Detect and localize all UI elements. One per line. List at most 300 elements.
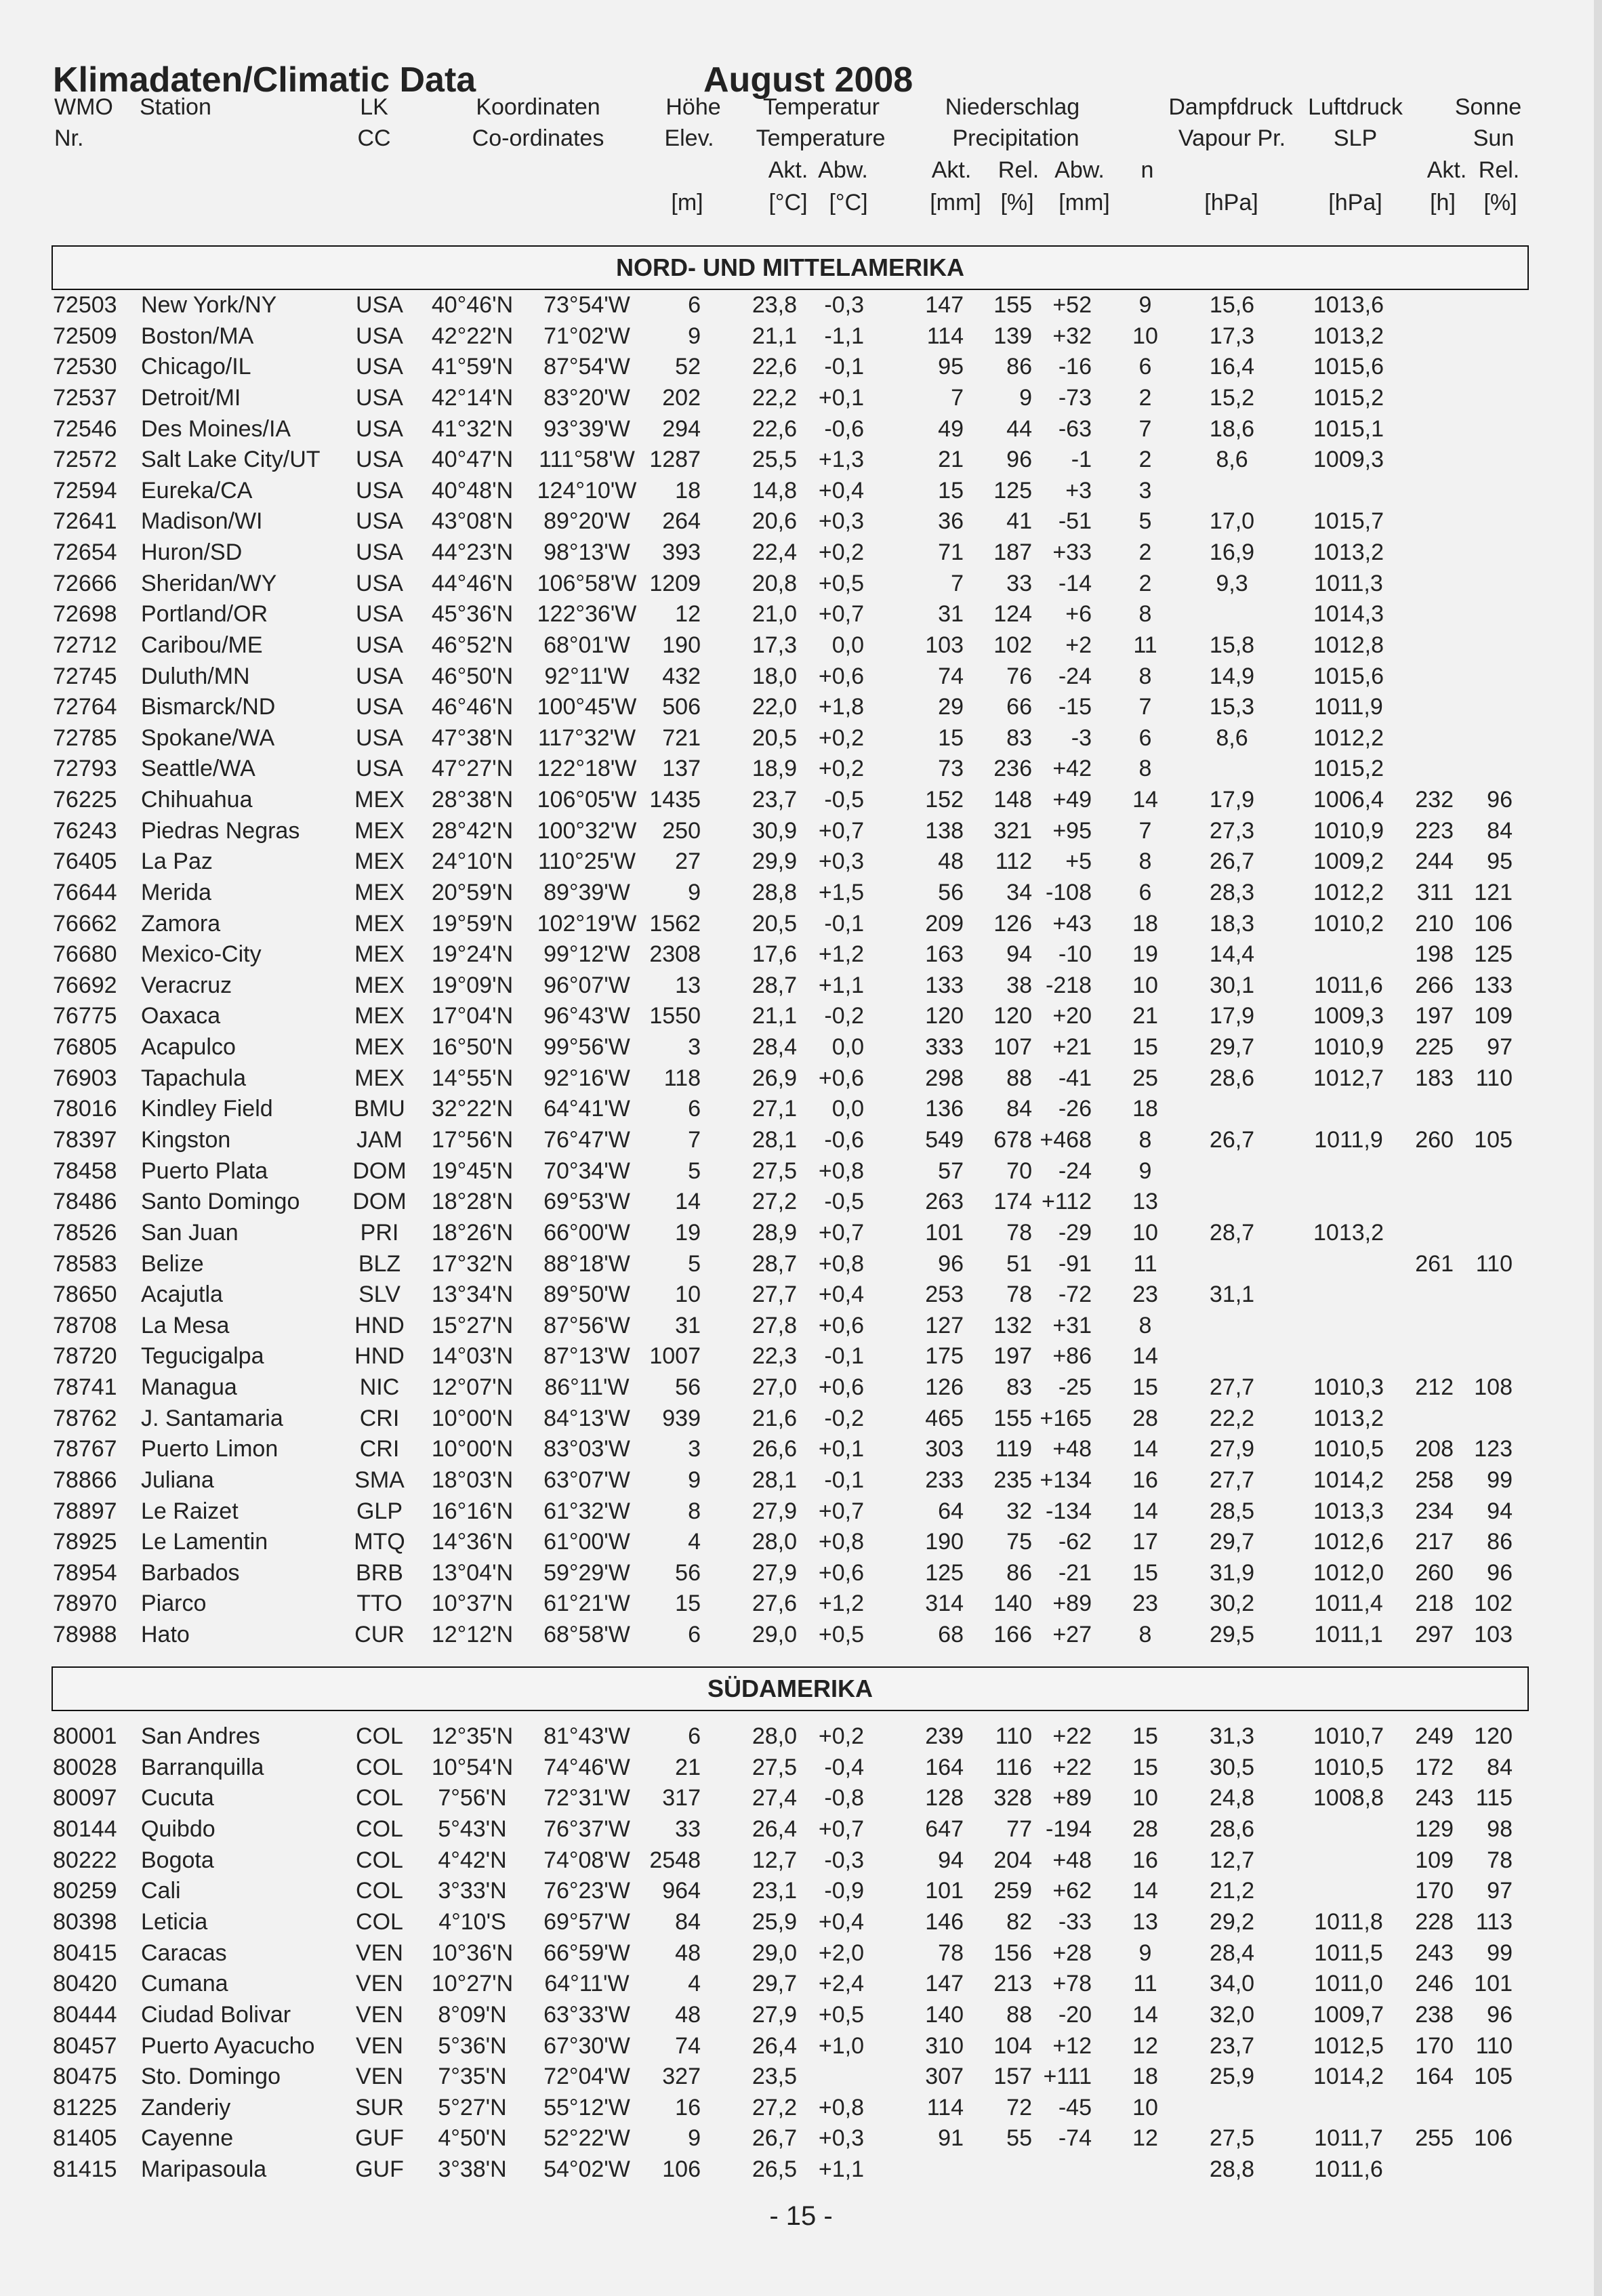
precipitation-days-cell: 14 [1132,1436,1158,1462]
station-name-cell: Mexico-City [141,941,262,967]
precipitation-relative-cell: 139 [993,323,1032,349]
country-code-cell: MEX [354,848,405,874]
wmo-number-cell: 72793 [53,756,117,781]
sea-level-pressure-cell: 1010,3 [1313,1374,1384,1400]
temperature-actual-cell: 28,7 [752,1251,797,1277]
temperature-deviation-cell: +0,6 [818,1065,864,1091]
vapour-pressure-cell: 27,7 [1209,1467,1255,1493]
temperature-actual-cell: 22,4 [752,539,797,565]
temperature-deviation-cell: +0,1 [818,385,864,411]
precipitation-relative-cell: 126 [993,911,1032,937]
temperature-actual-cell: 23,8 [752,292,797,318]
temperature-deviation-cell: +0,6 [818,1560,864,1586]
table-row [0,599,1602,630]
wmo-number-cell: 72641 [53,508,117,534]
longitude-cell: 110°25'W [537,848,636,874]
temperature-deviation-cell: -0,4 [824,1755,864,1780]
longitude-cell: 76°23'W [543,1878,630,1904]
elevation-cell: 1007 [649,1343,701,1369]
station-name-cell: La Mesa [141,1313,230,1338]
longitude-cell: 59°29'W [543,1560,630,1586]
table-row [0,1783,1602,1813]
precipitation-deviation-cell: -25 [1058,1374,1092,1400]
sunshine-actual-cell: 311 [1416,880,1454,905]
precipitation-days-cell: 15 [1132,1755,1158,1780]
wmo-number-cell: 80222 [53,1847,117,1873]
wmo-number-cell: 76662 [53,911,117,937]
station-name-cell: Tapachula [141,1065,247,1091]
latitude-cell: 44°46'N [431,571,514,596]
country-code-cell: USA [356,385,403,411]
country-code-cell: BLZ [358,1251,401,1277]
table-row [0,1341,1602,1372]
wmo-number-cell: 80444 [53,2002,117,2028]
precipitation-actual-cell: 114 [926,2095,964,2120]
precipitation-actual-cell: 49 [938,416,964,442]
precipitation-relative-cell: 84 [1006,1096,1032,1122]
precipitation-relative-cell: 78 [1006,1282,1032,1307]
sea-level-pressure-cell: 1015,6 [1313,663,1384,689]
temperature-deviation-cell: -0,3 [824,1847,864,1873]
precipitation-relative-cell: 155 [993,292,1032,318]
station-name-cell: Zanderiy [141,2095,231,2120]
precipitation-days-cell: 6 [1138,880,1152,905]
elevation-cell: 5 [688,1251,701,1277]
precipitation-days-cell: 28 [1132,1816,1158,1842]
longitude-cell: 73°54'W [543,292,630,318]
elevation-cell: 56 [675,1560,701,1586]
vapour-pressure-cell: 29,2 [1209,1909,1255,1935]
table-row [0,1063,1602,1094]
elevation-cell: 6 [688,292,701,318]
sunshine-actual-cell: 218 [1415,1591,1454,1616]
country-code-cell: USA [356,694,403,720]
period-title: August 2008 [703,60,913,100]
precipitation-relative-cell: 70 [1006,1158,1032,1184]
vapour-pressure-cell: 15,8 [1209,632,1255,658]
wmo-number-cell: 80457 [53,2033,117,2059]
vapour-pressure-cell: 31,9 [1209,1560,1255,1586]
sea-level-pressure-cell: 1011,6 [1314,2156,1383,2182]
wmo-number-cell: 72546 [53,416,117,442]
station-name-cell: San Andres [141,1723,260,1749]
table-row [0,846,1602,877]
column-header-hoehe-unit: [m] [671,190,703,216]
station-name-cell: Cumana [141,1971,228,1996]
wmo-number-cell: 76644 [53,880,117,905]
station-name-cell: J. Santamaria [141,1406,283,1431]
sea-level-pressure-cell: 1015,6 [1313,354,1384,380]
latitude-cell: 3°38'N [438,2156,507,2182]
wmo-number-cell: 72654 [53,539,117,565]
precipitation-days-cell: 8 [1138,601,1152,627]
sunshine-relative-cell: 110 [1475,2033,1513,2059]
station-name-cell: Eureka/CA [141,478,253,504]
temperature-deviation-cell: 0,0 [831,1034,864,1060]
longitude-cell: 122°36'W [537,601,637,627]
elevation-cell: 31 [675,1313,701,1338]
precipitation-actual-cell: 91 [938,2125,964,2151]
temperature-actual-cell: 22,3 [752,1343,797,1369]
country-code-cell: TTO [356,1591,403,1616]
sunshine-relative-cell: 84 [1487,818,1513,844]
precipitation-relative-cell: 83 [1006,1374,1032,1400]
precipitation-days-cell: 2 [1138,385,1152,411]
temperature-deviation-cell: +0,7 [818,1498,864,1524]
longitude-cell: 68°58'W [543,1622,630,1647]
column-header-vap-unit: [hPa] [1204,190,1258,216]
precipitation-days-cell: 19 [1132,941,1158,967]
elevation-cell: 3 [688,1034,701,1060]
station-name-cell: Quibdo [141,1816,215,1842]
sunshine-actual-cell: 234 [1415,1498,1454,1524]
temperature-actual-cell: 28,7 [752,972,797,998]
precipitation-days-cell: 10 [1132,1785,1158,1811]
sunshine-actual-cell: 260 [1415,1127,1454,1153]
temperature-actual-cell: 26,5 [752,2156,797,2182]
latitude-cell: 5°27'N [438,2095,507,2120]
precipitation-days-cell: 7 [1138,818,1152,844]
station-name-cell: New York/NY [141,292,277,318]
country-code-cell: COL [356,1847,403,1873]
sea-level-pressure-cell: 1010,9 [1313,818,1384,844]
precipitation-days-cell: 2 [1138,539,1152,565]
longitude-cell: 89°50'W [543,1282,630,1307]
precipitation-actual-cell: 57 [938,1158,964,1184]
vapour-pressure-cell: 15,3 [1209,694,1255,720]
precipitation-relative-cell: 119 [995,1436,1032,1462]
elevation-cell: 294 [662,416,701,442]
wmo-number-cell: 78708 [53,1313,117,1338]
precipitation-days-cell: 8 [1138,756,1152,781]
table-row [0,1372,1602,1403]
station-name-cell: Zamora [141,911,221,937]
precipitation-actual-cell: 7 [951,385,964,411]
country-code-cell: SLV [358,1282,400,1307]
temperature-deviation-cell: +0,1 [818,1436,864,1462]
wmo-number-cell: 80259 [53,1878,117,1904]
precipitation-deviation-cell: -194 [1045,1816,1092,1842]
elevation-cell: 432 [662,663,701,689]
station-name-cell: Tegucigalpa [141,1343,264,1369]
column-header-sun1: Sonne [1454,94,1522,120]
elevation-cell: 1287 [649,447,701,472]
precipitation-deviation-cell: +468 [1040,1127,1092,1153]
station-name-cell: Madison/WI [141,508,263,534]
sunshine-relative-cell: 133 [1474,972,1513,998]
vapour-pressure-cell: 28,8 [1209,2156,1255,2182]
wmo-number-cell: 76680 [53,941,117,967]
latitude-cell: 42°22'N [431,323,514,349]
elevation-cell: 264 [662,508,701,534]
precipitation-days-cell: 3 [1138,478,1152,504]
country-code-cell: USA [356,447,403,472]
latitude-cell: 40°48'N [431,478,514,504]
table-row [0,1279,1602,1310]
precipitation-deviation-cell: +3 [1065,478,1092,504]
precipitation-relative-cell: 197 [993,1343,1032,1369]
precipitation-actual-cell: 209 [925,911,964,937]
precipitation-deviation-cell: +27 [1052,1622,1092,1647]
temperature-actual-cell: 27,8 [752,1313,797,1338]
wmo-number-cell: 76903 [53,1065,117,1091]
temperature-actual-cell: 21,6 [752,1406,797,1431]
station-name-cell: Kindley Field [141,1096,273,1122]
country-code-cell: COL [356,1816,403,1842]
country-code-cell: USA [356,663,403,689]
elevation-cell: 56 [675,1374,701,1400]
longitude-cell: 87°54'W [543,354,630,380]
longitude-cell: 76°37'W [543,1816,630,1842]
sea-level-pressure-cell: 1010,9 [1313,1034,1384,1060]
precipitation-actual-cell: 101 [925,1220,964,1246]
vapour-pressure-cell: 14,4 [1209,941,1255,967]
latitude-cell: 46°52'N [431,632,514,658]
precipitation-deviation-cell: +95 [1052,818,1092,844]
temperature-actual-cell: 21,1 [752,323,797,349]
temperature-deviation-cell: +0,6 [818,663,864,689]
vapour-pressure-cell: 17,9 [1209,1003,1255,1029]
column-header-prec-abw: Abw. [1054,157,1105,183]
sunshine-actual-cell: 244 [1415,848,1454,874]
precipitation-actual-cell: 239 [925,1723,964,1749]
temperature-deviation-cell: -0,2 [824,1406,864,1431]
temperature-deviation-cell: -0,5 [824,1189,864,1214]
sunshine-relative-cell: 110 [1475,1251,1513,1277]
precipitation-relative-cell: 107 [993,1034,1032,1060]
elevation-cell: 137 [662,756,701,781]
temperature-deviation-cell: +0,2 [818,756,864,781]
precipitation-relative-cell: 155 [993,1406,1032,1431]
precipitation-actual-cell: 15 [938,725,964,751]
elevation-cell: 15 [675,1591,701,1616]
vapour-pressure-cell: 26,7 [1209,848,1255,874]
vapour-pressure-cell: 12,7 [1209,1847,1255,1873]
table-row [0,909,1602,939]
elevation-cell: 6 [688,1723,701,1749]
temperature-actual-cell: 27,9 [752,2002,797,2028]
wmo-number-cell: 78526 [53,1220,117,1246]
precipitation-actual-cell: 29 [938,694,964,720]
precipitation-relative-cell: 156 [993,1940,1032,1966]
country-code-cell: MEX [354,787,405,813]
precipitation-days-cell: 18 [1132,911,1158,937]
temperature-actual-cell: 27,1 [752,1096,797,1122]
country-code-cell: VEN [356,1940,403,1966]
table-row [0,1588,1602,1619]
precipitation-actual-cell: 120 [925,1003,964,1029]
precipitation-days-cell: 2 [1138,571,1152,596]
temperature-deviation-cell: +1,1 [818,972,864,998]
column-header-coord1: Koordinaten [476,94,600,120]
sunshine-relative-cell: 105 [1474,1127,1513,1153]
wmo-number-cell: 76405 [53,848,117,874]
elevation-cell: 5 [688,1158,701,1184]
sea-level-pressure-cell: 1010,2 [1313,911,1384,937]
wmo-number-cell: 72785 [53,725,117,751]
station-name-cell: Boston/MA [141,323,254,349]
precipitation-days-cell: 11 [1133,1251,1157,1277]
latitude-cell: 12°07'N [431,1374,514,1400]
elevation-cell: 1435 [649,787,701,813]
vapour-pressure-cell: 15,6 [1209,292,1255,318]
temperature-deviation-cell: -0,6 [824,1127,864,1153]
latitude-cell: 17°32'N [431,1251,514,1277]
precipitation-actual-cell: 298 [925,1065,964,1091]
wmo-number-cell: 76243 [53,818,117,844]
table-row [0,1496,1602,1527]
table-row [0,2062,1602,2092]
station-name-cell: Acapulco [141,1034,236,1060]
precipitation-deviation-cell: -15 [1058,694,1092,720]
temperature-actual-cell: 28,0 [752,1723,797,1749]
sea-level-pressure-cell: 1012,7 [1313,1065,1384,1091]
section-title: NORD- UND MITTELAMERIKA [616,253,964,281]
precipitation-relative-cell: 66 [1006,694,1032,720]
precipitation-relative-cell: 51 [1006,1251,1032,1277]
wmo-number-cell: 72537 [53,385,117,411]
precipitation-deviation-cell: -10 [1058,941,1092,967]
wmo-number-cell: 78762 [53,1406,117,1431]
wmo-number-cell: 81405 [53,2125,117,2151]
wmo-number-cell: 76692 [53,972,117,998]
precipitation-relative-cell: 140 [993,1591,1032,1616]
temperature-actual-cell: 28,0 [752,1529,797,1555]
precipitation-relative-cell: 132 [993,1313,1032,1338]
table-row [0,1721,1602,1752]
precipitation-days-cell: 6 [1138,725,1152,751]
precipitation-relative-cell: 9 [1019,385,1032,411]
sea-level-pressure-cell: 1011,9 [1314,1127,1383,1153]
country-code-cell: MEX [354,818,405,844]
temperature-actual-cell: 26,4 [752,1816,797,1842]
country-code-cell: HND [354,1313,405,1338]
country-code-cell: MEX [354,1003,405,1029]
precipitation-deviation-cell: +22 [1052,1755,1092,1780]
longitude-cell: 71°02'W [543,323,630,349]
sunshine-relative-cell: 121 [1474,880,1513,905]
sunshine-actual-cell: 225 [1415,1034,1454,1060]
longitude-cell: 102°19'W [537,911,637,937]
vapour-pressure-cell: 28,6 [1209,1816,1255,1842]
country-code-cell: USA [356,508,403,534]
elevation-cell: 48 [675,2002,701,2028]
temperature-actual-cell: 27,6 [752,1591,797,1616]
country-code-cell: DOM [352,1158,407,1184]
column-header-lk2: CC [357,125,391,151]
precipitation-relative-cell: 38 [1006,972,1032,998]
country-code-cell: HND [354,1343,405,1369]
precipitation-relative-cell: 75 [1006,1529,1032,1555]
table-row [0,1032,1602,1063]
precipitation-deviation-cell: +42 [1052,756,1092,781]
sunshine-actual-cell: 266 [1415,972,1454,998]
country-code-cell: MEX [354,972,405,998]
precipitation-relative-cell: 157 [993,2064,1032,2089]
column-header-prec-u2: [%] [1000,190,1034,216]
precipitation-deviation-cell: +6 [1065,601,1092,627]
longitude-cell: 111°58'W [539,447,635,472]
temperature-actual-cell: 27,5 [752,1158,797,1184]
station-name-cell: Kingston [141,1127,231,1153]
latitude-cell: 10°37'N [431,1591,514,1616]
sunshine-relative-cell: 103 [1474,1622,1513,1647]
country-code-cell: VEN [356,1971,403,1996]
column-header-station: Station [140,94,211,120]
sea-level-pressure-cell: 1010,5 [1313,1755,1384,1780]
station-name-cell: Chihuahua [141,787,253,813]
column-header-prec-n: n [1141,157,1154,183]
country-code-cell: NIC [359,1374,400,1400]
elevation-cell: 2548 [649,1847,701,1873]
wmo-number-cell: 78897 [53,1498,117,1524]
sunshine-relative-cell: 101 [1474,1971,1513,1996]
precipitation-actual-cell: 56 [938,880,964,905]
precipitation-deviation-cell: +86 [1052,1343,1092,1369]
precipitation-relative-cell: 94 [1006,941,1032,967]
column-header-vap2: Vapour Pr. [1178,125,1286,151]
elevation-cell: 6 [688,1622,701,1647]
temperature-deviation-cell: +0,7 [818,1220,864,1246]
country-code-cell: USA [356,292,403,318]
wmo-number-cell: 78016 [53,1096,117,1122]
longitude-cell: 96°43'W [543,1003,630,1029]
sea-level-pressure-cell: 1009,3 [1313,447,1384,472]
page-number: - 15 - [769,2201,833,2231]
sunshine-relative-cell: 99 [1487,1940,1513,1966]
station-name-cell: Puerto Plata [141,1158,268,1184]
vapour-pressure-cell: 30,1 [1209,972,1255,998]
latitude-cell: 43°08'N [431,508,514,534]
precipitation-actual-cell: 136 [925,1096,964,1122]
column-header-slp2: SLP [1333,125,1378,151]
elevation-cell: 1209 [649,571,701,596]
precipitation-actual-cell: 152 [925,787,964,813]
longitude-cell: 86°11'W [544,1374,630,1400]
station-name-cell: Acajutla [141,1282,223,1307]
temperature-deviation-cell: +1,3 [818,447,864,472]
precipitation-deviation-cell: +134 [1040,1467,1092,1493]
temperature-deviation-cell: +1,2 [818,941,864,967]
precipitation-actual-cell: 71 [938,539,964,565]
precipitation-days-cell: 14 [1132,1498,1158,1524]
latitude-cell: 40°46'N [431,292,514,318]
temperature-deviation-cell: -0,6 [824,416,864,442]
precipitation-actual-cell: 147 [925,292,964,318]
elevation-cell: 12 [675,601,701,627]
sea-level-pressure-cell: 1011,3 [1314,571,1383,596]
latitude-cell: 14°36'N [431,1529,514,1555]
vapour-pressure-cell: 28,3 [1209,880,1255,905]
longitude-cell: 117°32'W [537,725,636,751]
precipitation-deviation-cell: -51 [1058,508,1092,534]
temperature-deviation-cell: +1,8 [818,694,864,720]
precipitation-days-cell: 15 [1132,1034,1158,1060]
country-code-cell: COL [356,1723,403,1749]
elevation-cell: 317 [662,1785,701,1811]
temperature-actual-cell: 27,9 [752,1498,797,1524]
precipitation-actual-cell: 64 [938,1498,964,1524]
longitude-cell: 69°57'W [543,1909,630,1935]
longitude-cell: 100°45'W [537,694,637,720]
precipitation-deviation-cell: +33 [1052,539,1092,565]
elevation-cell: 250 [662,818,701,844]
sunshine-actual-cell: 258 [1415,1467,1454,1493]
temperature-actual-cell: 27,5 [752,1755,797,1780]
table-row [0,878,1602,908]
station-name-cell: Sheridan/WY [141,571,277,596]
station-name-cell: Puerto Ayacucho [141,2033,315,2059]
